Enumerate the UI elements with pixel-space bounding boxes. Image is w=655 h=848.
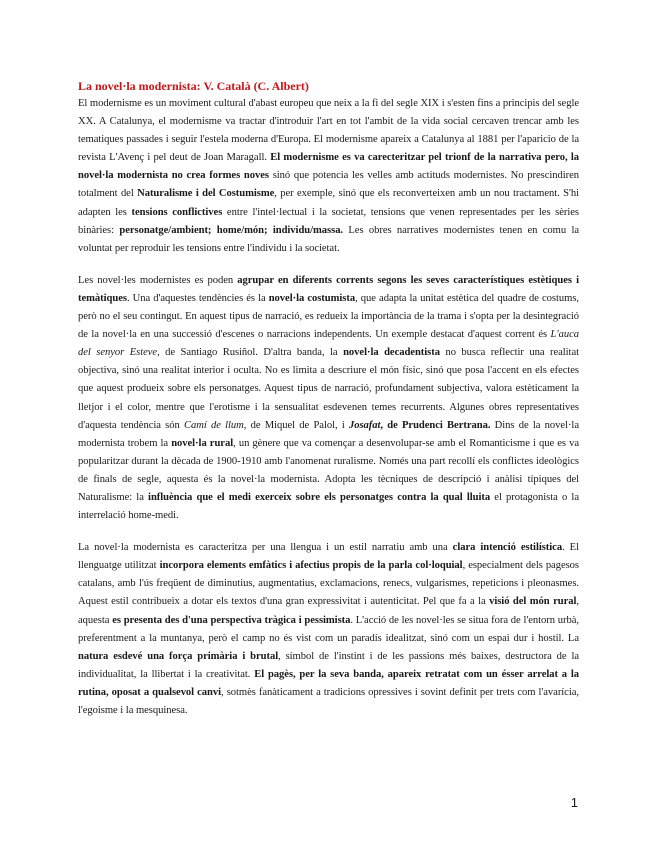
bold-text: , de Prudenci Bertrana.	[380, 419, 491, 431]
body-text: no busca reflectir una realitat objectiva, sinó una realitat interior i oculta. No es limita a descriure el món físic, sinó que posa l'accent en els efectes que aquest produeix sobre els personatges. Aquest tipus de narració, profundament subjectiva, valora estèticament la lletjor i el color, mentre que l'erotisme i la sensualitat esdevenen temes recurrents. Algunes obres representatives d'aquesta tendència són	[78, 347, 579, 431]
body-text: Dins de la novel·la modernista trobem la	[78, 419, 579, 449]
body-text: , que adapta la unitat estètica del quadre de costums, però no el seu contingut. En aquest tipus de narració, es redueix la importància de la trama i s'opta per la desintegració de la novel·la en una successió d'escenes o narracions independents. Un exemple destacat d'aquest corrent és	[78, 292, 580, 341]
body-text: Les obres narratives modernistes tenen en comu la voluntat per reproduir les tensions entre l'individu i la societat.	[78, 224, 579, 254]
body-text: , especialment dels pagesos catalans, amb l'ús freqüent de diminutius, augmentatius, exclamacions, renecs, vulgarismes, repeticions i pleonasmes. Aquest estil contribueix a dotar els textos d'una gran expressivitat i autenticitat. Pel que fa a la	[78, 560, 580, 608]
body-text: , un gènere que va començar a desenvolupar-se amb el Romanticisme i que es va popularitzar durant la dècada de 1900-1910 amb l'anomenat ruralisme. Només una part recollí els conflictes ideològics de finals de segle, aquesta és la novel·la modernista. Adopta les tècniques de descripció i anàlisi típiques del Naturalisme: la	[78, 437, 580, 503]
paragraph-llengua-estil	[78, 539, 579, 720]
bold-text: natura esdevé una força primària i brutal	[78, 650, 279, 662]
body-text: Les novel·les modernistes es poden	[78, 274, 238, 286]
bold-text: novel·la decadentista	[343, 347, 440, 359]
bold-text: influència que el medi exerceix sobre els personatges contra la qual lluita	[148, 491, 491, 503]
bold-text: El modernisme es va carecteritzar pel trionf de la narrativa pero, la novel·la modernista no crea formes noves	[78, 152, 579, 182]
body-text: sinó que potencia les velles amb actituds modernistes. No prescindiren totalment del	[78, 170, 580, 200]
body-text: , aquesta	[78, 596, 579, 626]
bold-text: personatge/ambient; home/món; individu/massa.	[119, 224, 344, 236]
bold-text: novel·la costumista	[268, 292, 356, 304]
body-text: . L'acció de les novel·les se situa fora de l'entorn urbà, preferentment a la muntanya, però el camp no és vist com un paradís idealitzat, sinó com un espai dur i hostil. La	[78, 614, 580, 644]
body-text: , de Santiago Rusiñol. D'altra banda, la	[157, 347, 344, 359]
bold-text: El pagès, per la seva banda, apareix retratat com un ésser arrelat a la rutina, oposat a qualsevol canvi	[78, 668, 580, 698]
bold-text: clara intenció estilística	[452, 542, 563, 554]
bold-text: tensions conflictives	[131, 206, 223, 218]
emphasis-text: Josafat	[348, 419, 381, 431]
work-title: L'auca del senyor Esteve	[78, 329, 579, 359]
bold-text: Naturalisme i del Costumisme	[137, 188, 275, 200]
body-text: el protagonista o la interrelació home-medi.	[78, 491, 579, 522]
paragraph-corrents	[78, 272, 579, 525]
body-text: El modernisme es un moviment cultural d'abast europeu que neix a la fi del segle XIX i s'esten fins a principis del segle XX. A Catalunya, el modernisme va tractar d'introduir l'art en tot l'ambit de la vida social cercaven trencar amb les tematiques passades i seguir l'estela moderna d'Europa. El modernisme apareix a Catalunya al 1881 per l'aparicio de la revista L'Avenç i pel deut de Joan Maragall.	[78, 98, 579, 164]
body-text: . Una d'aquestes tendències és la	[126, 292, 269, 304]
bold-text: incorpora elements emfàtics i afectius propis de la parla col·loquial	[159, 560, 463, 572]
paragraph-modernisme-intro	[78, 95, 579, 258]
body-text: . El llenguatge utilitzat	[78, 542, 579, 572]
body-text: La novel·la modernista es caracteritza per una llengua i un estil narratiu amb una	[78, 542, 453, 554]
bold-text: es presenta des d'una perspectiva tràgica i pessimista	[112, 614, 351, 626]
bold-text: novel·la rural	[171, 437, 234, 449]
document-body	[78, 78, 579, 720]
page-number: 1	[570, 795, 578, 810]
body-text: , símbol de l'instint i de les passions més baixes, destructora de la individualitat, la llibertat i la creativitat.	[78, 650, 579, 680]
bold-text: agrupar en diferents corrents segons les seves característiques estètiques i temàtiques	[78, 274, 580, 304]
body-text: , per exemple, sinó que els reconverteixen amb un nou tractament. S'hi adapten les	[78, 188, 579, 218]
section-title: La novel·la modernista: V. Català (C. Albert)	[78, 79, 309, 93]
body-text: entre l'intel·lectual i la societat, tensions que venen representades per les sèries binàries:	[78, 206, 579, 236]
body-text: , sotmès fanàticament a tradicions opressives i sovint definit per trets com l'avarícia, l'egoisme i la mesquinesa.	[78, 686, 579, 716]
body-text: , de Miquel de Palol, i	[243, 419, 349, 431]
work-title: Camí de llum	[183, 419, 244, 431]
bold-text: visió del món rural	[489, 596, 577, 608]
